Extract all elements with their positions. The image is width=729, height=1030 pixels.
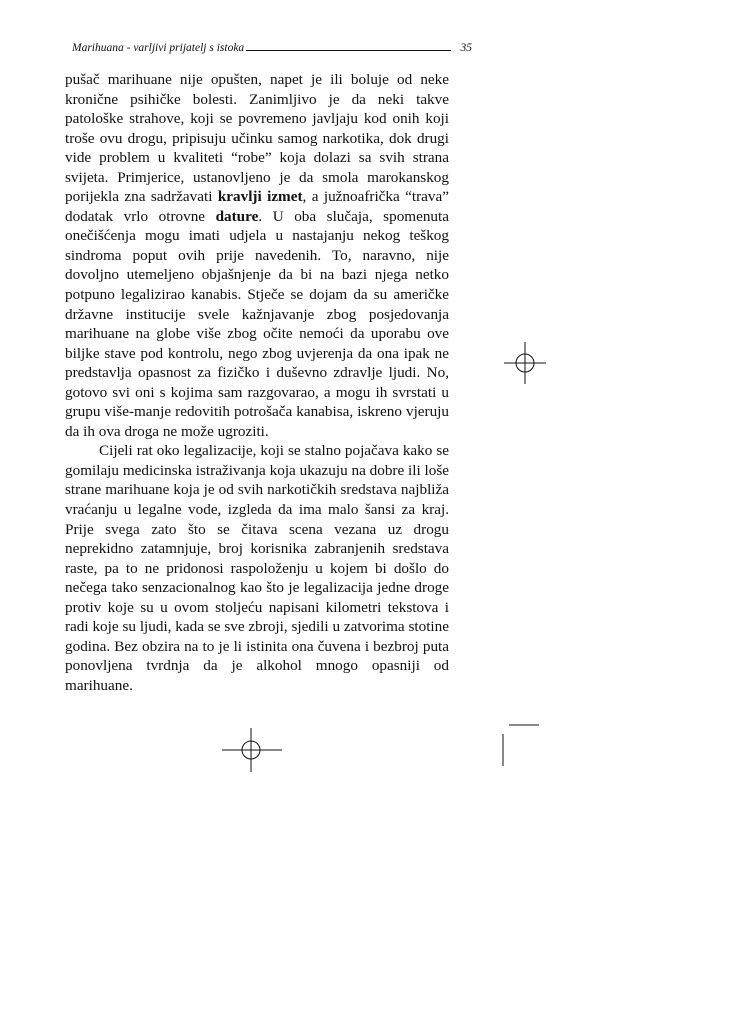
paragraph-1-part-1: pušač marihuane nije opušten, napet je ili boluje od neke kronične psihičke bolesti. Zanimljivo je da neki takve patološke strahove, koji se povremeno javljaju kod onih koji troše ovu drogu, pripisuju učinku samog narkotika, dok drugi vide problem u kvaliteti “robe” koja dolazi sa svih strana svijeta. Primjerice, ustanovljeno je da smola marokanskog porijekla zna sadržavati xyxy=(65,71,449,206)
corner-trim-mark xyxy=(500,722,542,773)
paragraph-2: Cijeli rat oko legalizacije, koji se stalno pojačava kako se gomilaju medicinska istraživanja koja ukazuju na dobre ili loše strane marihuane koja je od svih narkotičkih sredstava najbliža vraćanju u legalne vode, izgleda da ima malo šansi za kraj. Prije svega zato što se čitava scena vezana uz drogu neprekidno zatamnjuje, broj korisnika zabranjenih sredstava raste, pa to ne pridonosi raspoloženju u kojem bi došlo do nečega tako senzacionalnog kao što je legalizacija jedne droge protiv koje su u ovom stoljeću napisani kilometri tekstova i radi koje su ljudi, kada se sve zbroji, sjedili u zatvorima stotine godina. Bez obzira na to je li istinita ona čuvena i bezbroj puta ponovljena tvrdnja da je alkohol mnogo opasniji od marihuane. xyxy=(65,442,449,694)
paragraph-1 xyxy=(65,70,449,441)
body-text xyxy=(65,70,449,696)
registration-crosshair-icon xyxy=(504,342,546,384)
paragraph-1-part-3: . U oba slučaja, spomenuta onečišćenja mogu imati udjela u nastajanju nekog teškog sindroma poput ovih prije navedenih. To, naravno, nije dovoljno utemeljeno objašnjenje da bi na bazi njega netko potpuno legalizirao kanabis. Stječe se dojam da su američke državne institucije svele kažnjavanje zbog posjedovanja marihuane na globe više zbog očite nemoći da uporabu ove biljke stave pod kontrolu, nego zbog uvjerenja da ona ipak ne predstavlja opasnost za fizičko i duševno zdravlje ljudi. No, gotovo svi oni s kojima sam razgovarao, a mogu ih svrstati u grupu više-manje redovitih potrošača kanabisa, iskreno vjeruju da ih ova droga ne može ugroziti. xyxy=(65,207,449,440)
paragraph-1-part-2: , a južnoafrička “trava” dodatak vrlo otrovne xyxy=(65,188,449,225)
registration-crosshair-icon xyxy=(222,728,282,772)
running-header xyxy=(72,36,472,54)
page-number: 35 xyxy=(460,42,472,54)
registration-mark-bottom xyxy=(222,728,282,772)
bold-term-kravlji-izmet: kravlji izmet xyxy=(217,188,303,206)
header-rule xyxy=(246,50,450,51)
registration-mark-right xyxy=(504,342,546,384)
trim-corner-icon xyxy=(500,722,542,768)
bold-term-dature: dature xyxy=(215,207,259,225)
running-title: Marihuana - varljivi prijatelj s istoka xyxy=(72,42,245,54)
